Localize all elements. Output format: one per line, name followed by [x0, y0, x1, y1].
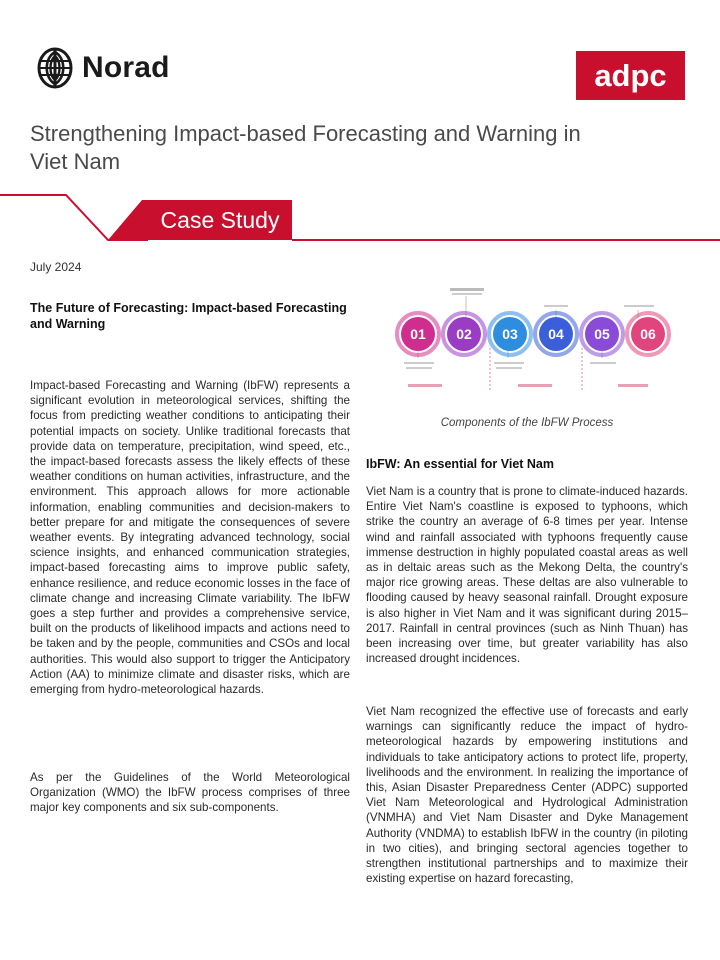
diagram-step-number: 01 — [410, 326, 426, 342]
page-header — [0, 0, 720, 120]
case-study-label: Case Study — [160, 207, 280, 233]
right-heading-block — [366, 456, 688, 472]
norad-logo — [36, 46, 170, 90]
publication-date: July 2024 — [30, 260, 82, 274]
case-study-banner — [0, 192, 720, 248]
diagram-step-number: 02 — [456, 326, 472, 342]
diagram-step-2 — [443, 313, 485, 355]
diagram-step-6 — [627, 313, 669, 355]
left-paragraph-2: As per the Guidelines of the World Meteorological Organization (WMO) the IbFW process comprises of three major key components and six sub-components. — [30, 771, 350, 815]
right-paragraph-2: Viet Nam recognized the effective use of forecasts and early warnings can significantly reduce the impact of hydro-meteorological hazards by empowering institutions and individuals to take anticipatory actions to protect life, property, livelihoods and the environment. In realizing the importance of this, Asian Disaster Preparedness Center (ADPC) supported Viet Nam Meteorological and Hydrological Administration (VNMHA) and Viet Nam Disaster and Dyke Management Authority (VNDMA) to establish IbFW in the country (in piloting in two cities), and bringing sectoral agencies together to strengthen institutional partnerships and to maximize their existing expertise on hazard forecasting, — [366, 705, 688, 886]
section-heading-essential: IbFW: An essential for Viet Nam — [366, 457, 555, 471]
diagram-step-number: 04 — [548, 326, 564, 342]
diagram-step-number: 06 — [640, 326, 656, 342]
left-heading-block — [30, 300, 350, 332]
diagram-step-number: 05 — [594, 326, 610, 342]
adpc-logo: adpc — [576, 51, 685, 100]
diagram-caption: Components of the IbFW Process — [440, 417, 614, 429]
left-paragraph-1: Impact-based Forecasting and Warning (IbFW) represents a significant evolution in meteorological services, shifting the focus from predicting weather conditions to anticipating their potential impacts on society. Unlike traditional forecasts that provide data on temperature, precipitation, wind speed, etc., the impact-based forecasts assess the likely effects of these weather conditions on human activities, infrastructure, and the environment. This approach allows for more actionable information, enabling communities and decision-makers to better prepare for and mitigate the consequences of severe weather events. By integrating advanced technology, social science insights, and enhanced communication strategies, impact-based forecasting aims to improve public safety, enhance resilience, and reduce economic losses in the face of climate change and increasing Climate variability. The IbFW goes a step further and provides a comprehensive service, built on the products of likelihood impacts and actions need to be taken and by the people, communities and CSOs and local authorities. This would also support to trigger the Anticipatory Action (AA) to minimize climate and disaster risks, which are emerging from hydro-meteorological hazards. — [30, 379, 350, 697]
diagram-step-4 — [535, 313, 577, 355]
section-heading-future: The Future of Forecasting: Impact-based Forecasting and Warning — [30, 301, 347, 331]
diagram-step-number: 03 — [502, 326, 518, 342]
norad-wordmark: Norad — [82, 51, 170, 84]
diagram-step-5 — [581, 313, 623, 355]
diagram-step-circles — [397, 313, 669, 355]
norad-globe-icon — [36, 46, 74, 90]
ibfw-process-diagram — [380, 288, 688, 400]
diagram-step-1 — [397, 313, 439, 355]
right-paragraph-1: Viet Nam is a country that is prone to climate-induced hazards. Entire Viet Nam's coastline is exposed to typhoons, which strike the country an average of 6-8 times per year. Intense wind and rainfall associated with typhoons frequently cause immense destruction in highly populated coastal areas as well as in deltaic areas such as the Mekong Delta, the country's major rice growing areas. These deltas are also vulnerable to flooding caused by heavy seasonal rainfall. Drought exposure is also higher in Viet Nam and it was significant during 2015–2017. Rainfall in central provinces (such as Ninh Thuan) has been increasing over time, but greater variability has also increased drought incidences. — [366, 485, 688, 666]
diagram-step-3 — [489, 313, 531, 355]
page-title: Strengthening Impact-based Forecasting and Warning in Viet Nam — [30, 121, 581, 174]
